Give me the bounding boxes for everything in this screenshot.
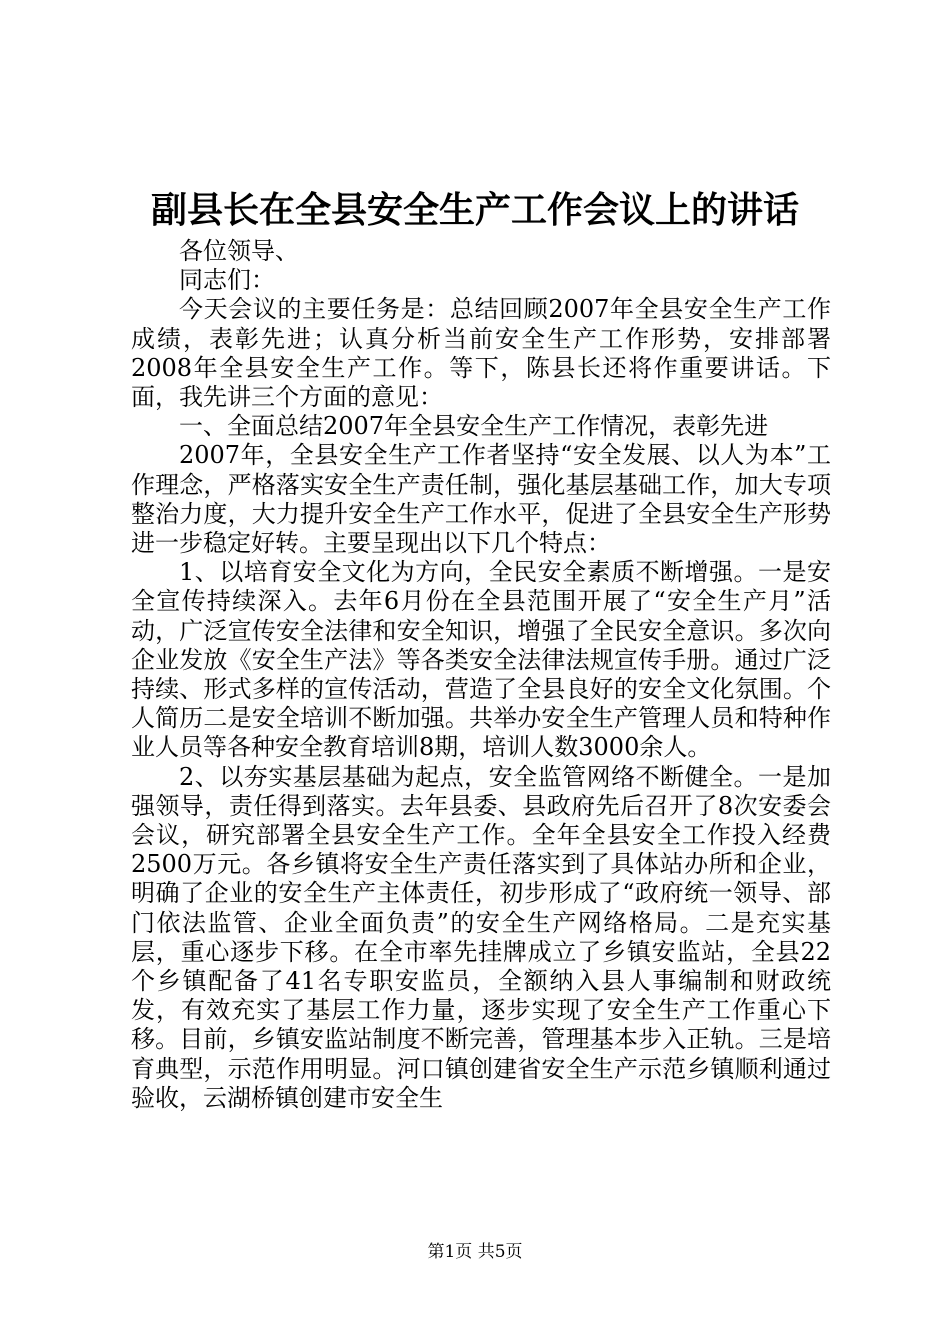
section-heading-1: 一、全面总结2007年全县安全生产工作情况，表彰先进 (179, 412, 769, 441)
salutation-comrades: 同志们： (179, 266, 275, 295)
paragraph-2007-summary: 2007年，全县安全生产工作者坚持“安全发展、以人为本”工作理念，严格落实安全生产责任制，强化基层基础工作，加大专项整治力度，大力提升安全生产工作水平，促进了全县安全生产形势进一步稳定好转。主要呈现出以下几个特点： (131, 441, 831, 558)
paragraph-point-2: 2、以夯实基层基础为起点，安全监管网络不断健全。一是加强领导，责任得到落实。去年县委、县政府先后召开了8次安委会会议，研究部署全县安全生产工作。全年全县安全工作投入经费2500万元。各乡镇将安全生产责任落实到了具体站办所和企业，明确了企业的安全生产主体责任，初步形成了“政府统一领导、部门依法监管、企业全面负责”的安全生产网络格局。二是充实基层，重心逐步下移。在全市率先挂牌成立了乡镇安监站，全县22个乡镇配备了41名专职安监员，全额纳入县人事编制和财政统发，有效充实了基层工作力量，逐步实现了安全生产工作重心下移。目前，乡镇安监站制度不断完善，管理基本步入正轨。三是培育典型，示范作用明显。河口镇创建省安全生产示范乡镇顺利通过验收，云湖桥镇创建市安全生 (131, 762, 831, 1112)
salutation-leaders: 各位领导、 (179, 237, 299, 265)
page-number-footer: 第1页 共5页 (427, 1242, 523, 1262)
paragraph-point-1: 1、以培育安全文化为方向，全民安全素质不断增强。一是安全宣传持续深入。去年6月份在全县范围开展了“安全生产月”活动，广泛宣传安全法律和安全知识，增强了全民安全意识。多次向企业发放《安全生产法》等各类安全法律法规宣传手册。通过广泛持续、形式多样的宣传活动，营造了全县良好的安全文化氛围。个人简历二是安全培训不断加强。共举办安全生产管理人员和特种作业人员等各种安全教育培训8期，培训人数3000余人。 (131, 558, 831, 762)
document-title: 副县长在全县安全生产工作会议上的讲话 (150, 189, 799, 231)
paragraph-intro: 今天会议的主要任务是：总结回顾2007年全县安全生产工作成绩，表彰先进；认真分析当前安全生产工作形势，安排部署2008年全县安全生产工作。等下，陈县长还将作重要讲话。下面，我先讲三个方面的意见： (131, 295, 831, 412)
document-body (131, 237, 831, 1113)
